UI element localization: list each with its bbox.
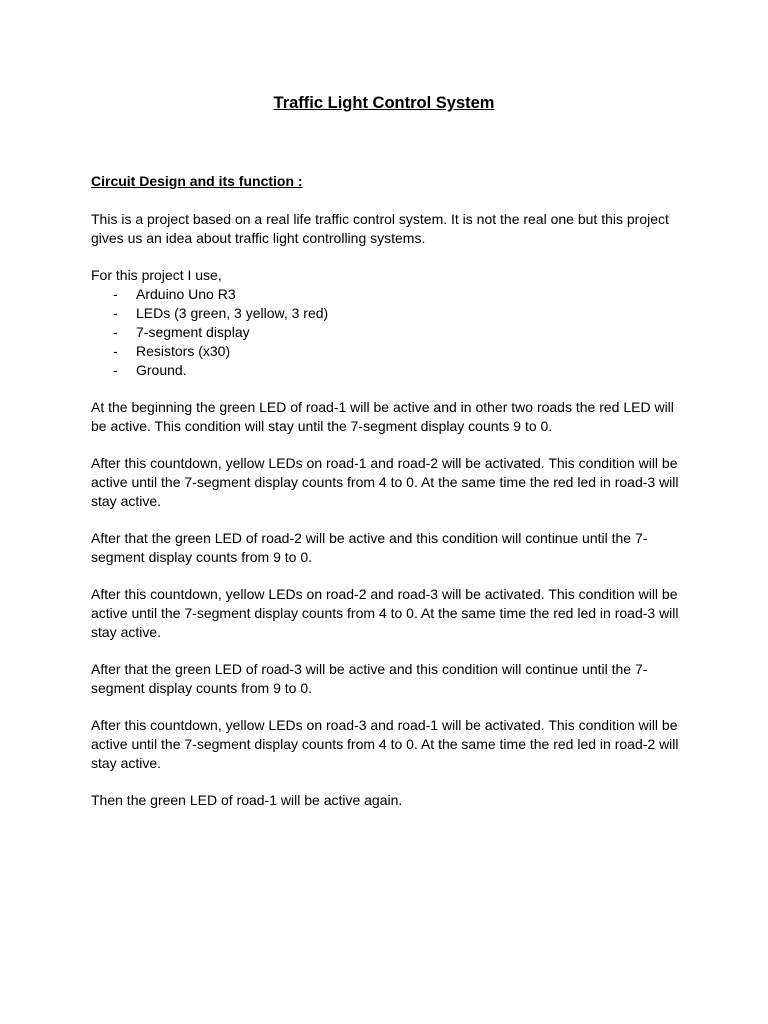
body-paragraph: After this countdown, yellow LEDs on road-1 and road-2 will be activated. This condition will be active until the 7-segment display counts from 4 to 0. At the same time the red led in road-3 will stay active. <box>91 455 679 509</box>
list-item: - 7-segment display <box>113 324 250 340</box>
intro-paragraph: This is a project based on a real life traffic control system. It is not the real one but this project gives us an idea about traffic light controlling systems. <box>91 211 669 246</box>
list-item: - LEDs (3 green, 3 yellow, 3 red) <box>113 305 329 321</box>
body-paragraph: At the beginning the green LED of road-1 will be active and in other two roads the red LED will be active. This condition will stay until the 7-segment display counts 9 to 0. <box>91 399 674 434</box>
list-marker: - <box>113 362 118 378</box>
document-body <box>91 172 691 828</box>
document-title: Traffic Light Control System <box>273 94 495 112</box>
list-marker: - <box>113 343 118 359</box>
list-marker: - <box>113 324 118 340</box>
list-marker: - <box>113 305 118 321</box>
body-paragraph: Then the green LED of road-1 will be active again. <box>91 792 403 808</box>
list-intro: For this project I use, <box>91 267 222 283</box>
body-paragraph: After that the green LED of road-3 will be active and this condition will continue until the 7-segment display counts from 9 to 0. <box>91 661 648 696</box>
body-paragraph: After this countdown, yellow LEDs on road-2 and road-3 will be activated. This condition will be active until the 7-segment display counts from 4 to 0. At the same time the red led in road-3 will stay active. <box>91 586 679 640</box>
body-paragraph: After this countdown, yellow LEDs on road-3 and road-1 will be activated. This condition will be active until the 7-segment display counts from 4 to 0. At the same time the red led in road-2 will stay active. <box>91 717 679 771</box>
components-list <box>91 285 691 380</box>
list-item: - Ground. <box>113 362 187 378</box>
list-marker: - <box>113 286 118 302</box>
list-item: - Resistors (x30) <box>113 343 231 359</box>
body-paragraph: After that the green LED of road-2 will be active and this condition will continue until the 7-segment display counts from 9 to 0. <box>91 530 648 565</box>
list-item: - Arduino Uno R3 <box>113 286 236 302</box>
section-heading: Circuit Design and its function : <box>91 173 303 189</box>
